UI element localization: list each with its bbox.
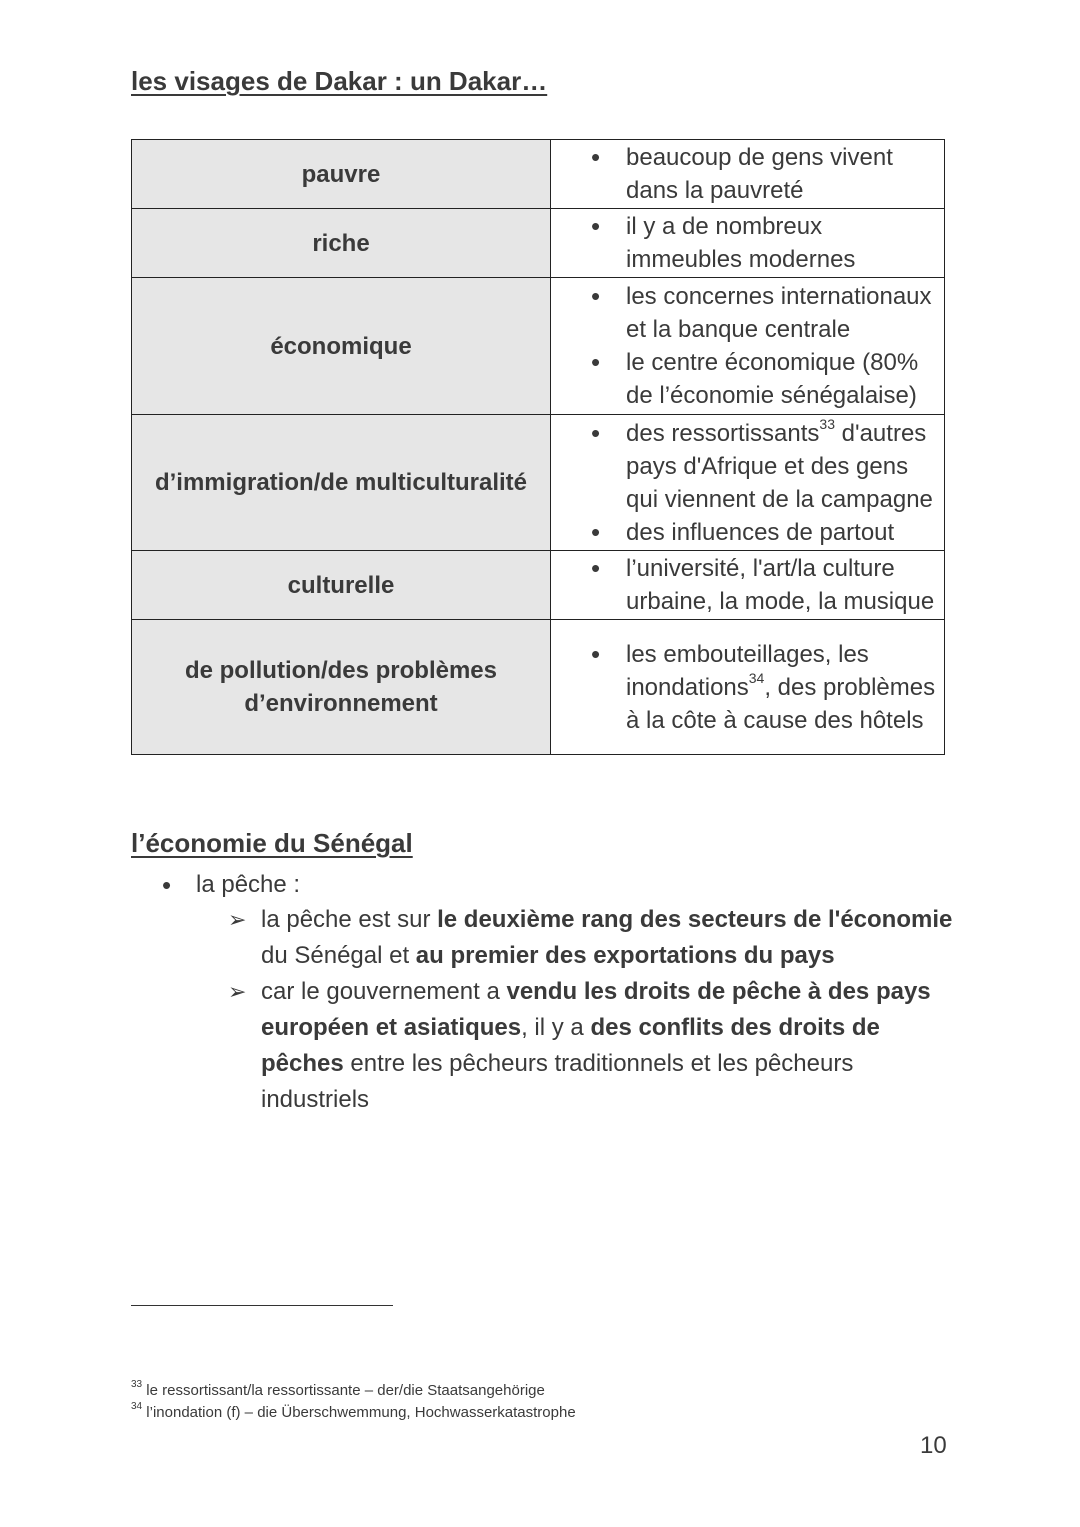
row-label — [132, 140, 551, 209]
list-item: • les embouteillages, les inondations$^{34}$, des problèmes à la côte à cause des hôtels — [551, 638, 940, 737]
row-label-line: pauvre — [301, 160, 381, 188]
row-label-line: d’environnement — [244, 690, 438, 717]
arrow-bullet-icon: ➢ — [228, 907, 247, 932]
list-item: • l’université, l'art/la culture urbaine, la mode, la musique — [551, 552, 940, 618]
section-heading-dakar: les visages de Dakar : un Dakar… — [131, 66, 548, 96]
description-list — [551, 141, 940, 207]
table-row — [132, 620, 945, 755]
description-list — [551, 280, 940, 412]
list-item: • il y a de nombreux immeubles modernes — [551, 210, 940, 276]
row-description — [551, 415, 945, 551]
row-label — [132, 551, 551, 620]
row-label — [132, 620, 551, 755]
row-label-line: culturelle — [287, 571, 395, 599]
footnote-ref: 33 — [819, 415, 835, 432]
footnote-33: $^{33}$ le ressortissant/la ressortissante – der/die Staatsangehörige — [131, 1379, 545, 1399]
description-list — [551, 417, 940, 549]
bullet-icon: • — [162, 870, 172, 900]
table-row — [132, 209, 945, 278]
table-row — [132, 278, 945, 415]
arrow-bullet-icon: ➢ — [228, 979, 247, 1004]
footnote-separator — [131, 1305, 393, 1306]
table-row — [132, 551, 945, 620]
arrow-item-2-text: car le gouvernement a vendu les droits de pêche à des pays européen et asiatiques, il y a des conflits des droits de pêches entre les pêcheurs traditionnels et les pêcheurs industriels — [261, 978, 931, 1113]
row-label-line: économique — [270, 332, 412, 360]
row-label — [132, 415, 551, 551]
row-description — [551, 551, 945, 620]
dakar-faces-table — [131, 139, 945, 755]
row-description — [551, 140, 945, 209]
list-item: • le centre économique (80% de l’économie sénégalaise) — [551, 346, 940, 412]
row-description — [551, 209, 945, 278]
row-label-line: riche — [312, 229, 370, 257]
description-list — [551, 638, 940, 737]
arrow-item-1 — [228, 902, 958, 974]
footnote-ref: 34 — [748, 669, 765, 686]
arrow-item-2 — [228, 974, 958, 1118]
footnote-34: $^{34}$ l’inondation (f) – die Überschwemmung, Hochwasserkatastrophe — [131, 1401, 576, 1421]
list-item: • les concernes internationaux et la banque centrale — [551, 280, 940, 346]
bullet-fishing-text: la pêche : — [196, 871, 301, 898]
description-list — [551, 552, 940, 618]
list-item: • beaucoup de gens vivent dans la pauvreté — [551, 141, 940, 207]
arrow-item-1-text: la pêche est sur le deuxième rang des secteurs de l'économie du Sénégal et au premier des exportations du pays — [261, 906, 953, 969]
row-description — [551, 620, 945, 755]
row-label-line: d’immigration/de multiculturalité — [154, 469, 528, 496]
section-heading-economy: l’économie du Sénégal — [131, 828, 413, 858]
row-label — [132, 278, 551, 415]
table-row — [132, 140, 945, 209]
table-row — [132, 415, 945, 551]
page-number: 10 — [920, 1432, 947, 1459]
list-item: • des influences de partout — [551, 516, 940, 549]
row-description — [551, 278, 945, 415]
row-label — [132, 209, 551, 278]
description-list — [551, 210, 940, 276]
row-label-line: de pollution/des problèmes — [184, 657, 498, 684]
list-item: • des ressortissants$^{33}$ d'autres pays d'Afrique et des gens qui viennent de la campagne — [551, 417, 940, 516]
